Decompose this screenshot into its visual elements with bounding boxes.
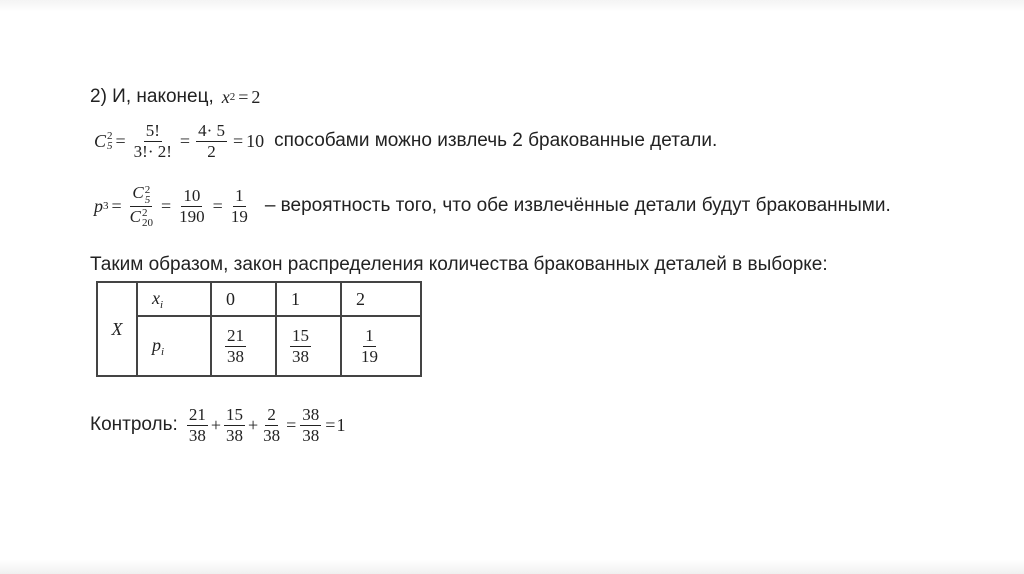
control-plus-2: +	[247, 414, 259, 435]
label-p: p	[152, 334, 161, 355]
prob-eq1: =	[111, 195, 122, 216]
line-final-case	[90, 86, 260, 108]
prob-0-den: 38	[227, 346, 244, 366]
comb-indices	[107, 131, 113, 151]
eq2: =	[179, 130, 191, 151]
table-prob-0	[211, 316, 276, 376]
label-p-sub: i	[161, 345, 165, 358]
label-x: x	[152, 287, 160, 308]
comb-c: C	[94, 130, 107, 151]
x-value: 2	[251, 86, 261, 107]
line-probability	[94, 180, 891, 232]
control-f1-den: 38	[188, 425, 206, 445]
control-eq-1: =	[286, 414, 297, 435]
control-result: 1	[336, 414, 346, 435]
eq1: =	[115, 130, 126, 151]
line-distribution-intro	[90, 254, 828, 276]
control-f2-den: 38	[225, 425, 243, 445]
control-frac-2	[224, 406, 245, 445]
table-prob-2	[341, 316, 421, 376]
line-control	[90, 400, 345, 450]
control-f3-den: 38	[263, 425, 281, 445]
line1-prefix: 2) И, наконец,	[90, 86, 214, 107]
prob-2-num: 1	[365, 325, 374, 345]
control-f3-num: 2	[267, 404, 276, 424]
prob-eq2: =	[161, 195, 172, 216]
equals-sign: =	[238, 86, 249, 107]
control-f1-num: 21	[188, 404, 206, 424]
control-eq-2: =	[325, 414, 336, 435]
frac-product-num: 4· 5	[198, 120, 225, 140]
table-label-p	[137, 316, 211, 376]
frac-10-190-num: 10	[183, 185, 201, 205]
den-sup: 2	[142, 206, 148, 219]
frac-comb-ratio	[128, 184, 155, 227]
frac-factorial-den: 3!· 2!	[133, 141, 172, 161]
frac-1-19	[229, 187, 250, 226]
table-value-0: 0	[211, 282, 276, 316]
control-frac-1	[187, 406, 208, 445]
prob-0-num: 21	[227, 325, 244, 345]
frac-factorial	[132, 122, 174, 161]
num-c: C	[132, 183, 144, 203]
prob-text: – вероятность того, что обе извлечённые детали будут бракованными.	[264, 195, 891, 216]
line-combinations	[94, 117, 717, 165]
control-frac-4	[300, 406, 321, 445]
frac-comb-ratio-den	[128, 207, 155, 228]
var-x-sub: 2	[229, 91, 236, 103]
frac-10-190-den: 190	[179, 206, 205, 226]
comb-result: 10	[246, 130, 265, 151]
comb-sup: 2	[107, 130, 113, 142]
comb-text: способами можно извлечь 2 бракованные детали.	[274, 130, 718, 151]
control-f4-den: 38	[302, 425, 320, 445]
frac-product	[196, 122, 227, 161]
frac-1-19-num: 1	[235, 185, 244, 205]
den-c: C	[129, 206, 141, 226]
table-row-probs	[97, 316, 421, 376]
prob-1-frac	[290, 327, 311, 366]
eq3: =	[232, 130, 244, 151]
table-value-2: 2	[341, 282, 421, 316]
frac-product-den: 2	[207, 141, 216, 161]
control-plus-1: +	[210, 414, 221, 435]
control-label: Контроль:	[90, 414, 178, 435]
prob-p: p	[94, 195, 103, 216]
frac-factorial-num: 5!	[145, 120, 160, 140]
den-sub: 20	[142, 216, 153, 229]
control-frac-3	[261, 406, 282, 445]
prob-2-den: 19	[361, 346, 378, 366]
table-label-x	[137, 282, 211, 316]
table-var-cell	[97, 282, 137, 376]
num-indices	[145, 185, 151, 205]
prob-p-sub: 3	[103, 200, 109, 212]
num-sub: 5	[144, 193, 151, 206]
var-x: x	[221, 86, 230, 107]
control-f4-num: 38	[302, 404, 320, 424]
table-row-values	[97, 282, 421, 316]
prob-eq3: =	[212, 195, 223, 216]
table-value-1: 1	[276, 282, 341, 316]
distribution-intro-text: Таким образом, закон распределения количества бракованных деталей в выборке:	[90, 254, 828, 275]
table-prob-1	[276, 316, 341, 376]
frac-1-19-den: 19	[230, 206, 248, 226]
prob-1-den: 38	[292, 346, 309, 366]
label-x-sub: i	[160, 298, 164, 311]
frac-10-190	[177, 187, 207, 226]
distribution-table	[96, 281, 422, 377]
table-var: X	[111, 318, 123, 339]
comb-sub: 5	[107, 140, 113, 152]
control-f2-num: 15	[225, 404, 243, 424]
prob-2-frac	[359, 327, 380, 366]
den-indices	[142, 208, 153, 228]
prob-1-num: 15	[292, 325, 309, 345]
num-sup: 2	[144, 183, 151, 196]
prob-0-frac	[225, 327, 246, 366]
frac-comb-ratio-num	[130, 184, 152, 206]
